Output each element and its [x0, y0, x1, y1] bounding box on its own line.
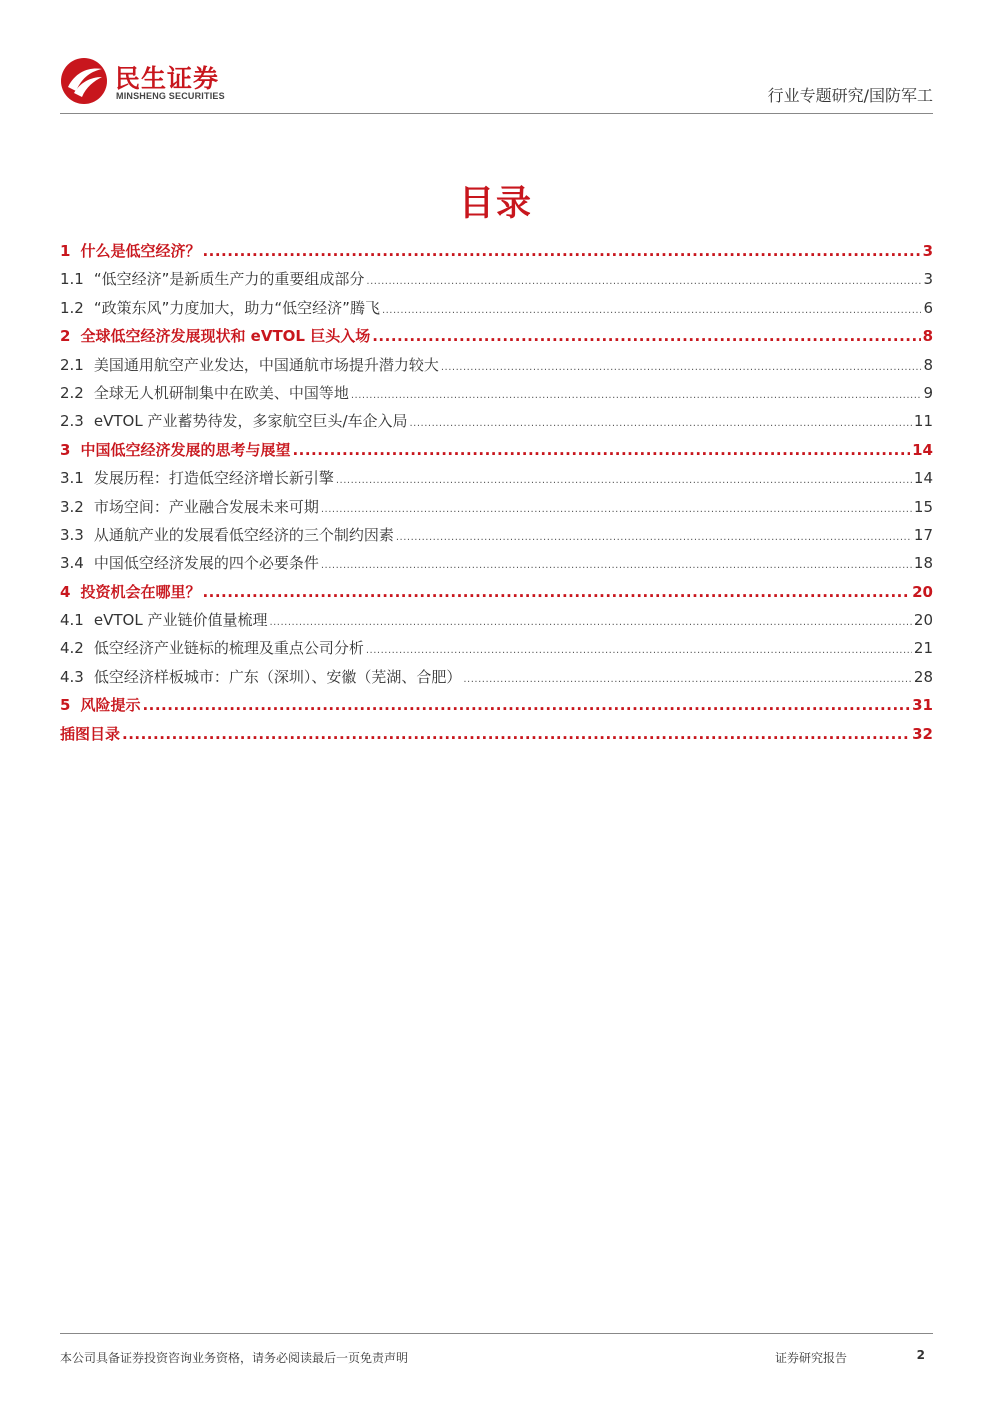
toc-dot-leader: [351, 382, 922, 410]
toc-entry-number: 4.2: [60, 639, 84, 658]
toc-entry-title: 中国低空经济发展的四个必要条件: [93, 554, 319, 573]
page-header: [60, 55, 933, 113]
toc-entry-number: 3.2: [60, 497, 84, 516]
header-divider: [60, 113, 933, 114]
toc-entry-number: 1: [60, 242, 71, 260]
toc-entry-number: 2.1: [60, 355, 84, 374]
toc-entry-title: “低空经济”是新质生产力的重要组成部分: [93, 270, 365, 289]
toc-entry-title: 风险提示: [80, 696, 141, 715]
toc-entry-title: 美国通用航空产业发达，中国通航市场提升潜力较大: [93, 355, 439, 374]
toc-entry-title: 中国低空经济发展的思考与展望: [80, 440, 291, 459]
toc-entry-page: 9: [923, 383, 933, 402]
toc-entry-number: 5: [60, 696, 71, 715]
toc-entry-page: 31: [912, 696, 933, 715]
toc-entry-page: 14: [913, 469, 933, 488]
toc-dot-leader: [122, 720, 910, 748]
toc-entry-number: 3.1: [60, 469, 84, 488]
table-of-contents: [60, 237, 933, 748]
toc-entry-page: 15: [913, 497, 933, 516]
toc-entry[interactable]: [60, 322, 933, 350]
toc-entry[interactable]: [60, 464, 933, 492]
footer-disclaimer: 本公司具备证券投资咨询业务资格，请务必阅读最后一页免责声明: [60, 1351, 409, 1365]
toc-entry[interactable]: [60, 265, 933, 293]
toc-entry-number: 3: [60, 440, 71, 459]
toc-entry[interactable]: [60, 634, 933, 662]
toc-entry-title: 投资机会在哪里？: [80, 582, 201, 601]
toc-entry-title: “政策东风”力度加大，助力“低空经济”腾飞: [93, 298, 380, 317]
toc-dot-leader: [142, 691, 910, 719]
toc-entry-page: 20: [913, 611, 933, 630]
toc-dot-leader: [366, 268, 921, 296]
toc-entry-title: 全球低空经济发展现状和 eVTOL 巨头入场: [80, 327, 371, 346]
toc-entry[interactable]: [60, 294, 933, 322]
toc-entry-page: 11: [913, 412, 933, 431]
toc-entry-page: 3: [923, 270, 933, 289]
toc-entry-title: eVTOL 产业链价值量梳理: [93, 611, 268, 630]
toc-entry-number: 1.1: [60, 270, 84, 289]
toc-entry-page: 18: [913, 554, 933, 573]
toc-dot-leader: [321, 496, 912, 524]
toc-entry[interactable]: [60, 493, 933, 521]
toc-entry[interactable]: [60, 379, 933, 407]
toc-dot-leader: [396, 524, 912, 552]
toc-dot-leader: [202, 578, 910, 606]
toc-dot-leader: [366, 637, 912, 665]
report-category: 行业专题研究/国防军工: [767, 86, 933, 105]
toc-entry-page: 3: [922, 242, 933, 260]
toc-entry[interactable]: [60, 436, 933, 464]
toc-entry-number: 2.3: [60, 412, 84, 431]
toc-entry-title: 低空经济产业链标的梳理及重点公司分析: [93, 639, 364, 658]
toc-entry-page: 28: [913, 667, 933, 686]
toc-dot-leader: [382, 297, 922, 325]
toc-entry-number: 4: [60, 582, 71, 601]
toc-entry-page: 32: [912, 724, 933, 743]
toc-entry-page: 20: [912, 582, 933, 601]
toc-entry-number: 4.3: [60, 667, 84, 686]
toc-entry-title: 发展历程：打造低空经济增长新引擎: [93, 469, 334, 488]
toc-entry-page: 17: [913, 525, 933, 544]
toc-entry-page: 8: [923, 355, 933, 374]
toc-entry-title: 从通航产业的发展看低空经济的三个制约因素: [93, 525, 394, 544]
toc-dot-leader: [269, 609, 911, 637]
toc-entry[interactable]: [60, 663, 933, 691]
toc-dot-leader: [336, 467, 912, 495]
toc-entry[interactable]: [60, 691, 933, 719]
footer-divider: [60, 1333, 933, 1334]
toc-dot-leader: [463, 666, 912, 694]
toc-entry-title: 低空经济样板城市：广东（深圳）、安徽（芜湖、合肥）: [93, 667, 462, 686]
toc-entry-page: 14: [912, 440, 933, 459]
toc-entry-title: 全球无人机研制集中在欧美、中国等地: [93, 383, 349, 402]
toc-dot-leader: [410, 410, 912, 438]
toc-entry[interactable]: [60, 407, 933, 435]
toc-entry-title: 什么是低空经济？: [80, 242, 201, 260]
toc-entry-title: 插图目录: [60, 724, 121, 743]
toc-entry[interactable]: [60, 549, 933, 577]
minsheng-logo-icon: [60, 57, 108, 105]
toc-entry[interactable]: [60, 521, 933, 549]
toc-entry[interactable]: [60, 578, 933, 606]
toc-entry-number: 2.2: [60, 383, 84, 402]
brand-name-cn: 民生证券: [115, 64, 220, 93]
toc-entry[interactable]: [60, 237, 933, 265]
footer-report-type: 证券研究报告: [775, 1351, 848, 1365]
toc-dot-leader: [292, 436, 910, 464]
toc-entry[interactable]: [60, 606, 933, 634]
page-number: 2: [916, 1348, 925, 1362]
toc-entry[interactable]: [60, 351, 933, 379]
toc-entry-page: 6: [923, 298, 933, 317]
toc-dot-leader: [321, 552, 912, 580]
brand-name-en: MINSHENG SECURITIES: [116, 91, 225, 101]
toc-title: 目录: [458, 184, 533, 224]
toc-dot-leader: [372, 322, 920, 350]
toc-entry-page: 8: [922, 327, 933, 346]
toc-entry-title: eVTOL 产业蓄势待发，多家航空巨头/车企入局: [93, 412, 408, 431]
brand-logo: [60, 57, 240, 105]
toc-dot-leader: [441, 354, 922, 382]
toc-dot-leader: [202, 237, 920, 265]
toc-entry-number: 2: [60, 327, 71, 346]
toc-entry-number: 1.2: [60, 298, 84, 317]
toc-entry-title: 市场空间：产业融合发展未来可期: [93, 497, 319, 516]
toc-entry[interactable]: [60, 720, 933, 748]
toc-entry-number: 3.3: [60, 525, 84, 544]
toc-entry-page: 21: [913, 639, 933, 658]
toc-entry-number: 3.4: [60, 554, 84, 573]
toc-entry-number: 4.1: [60, 611, 84, 630]
